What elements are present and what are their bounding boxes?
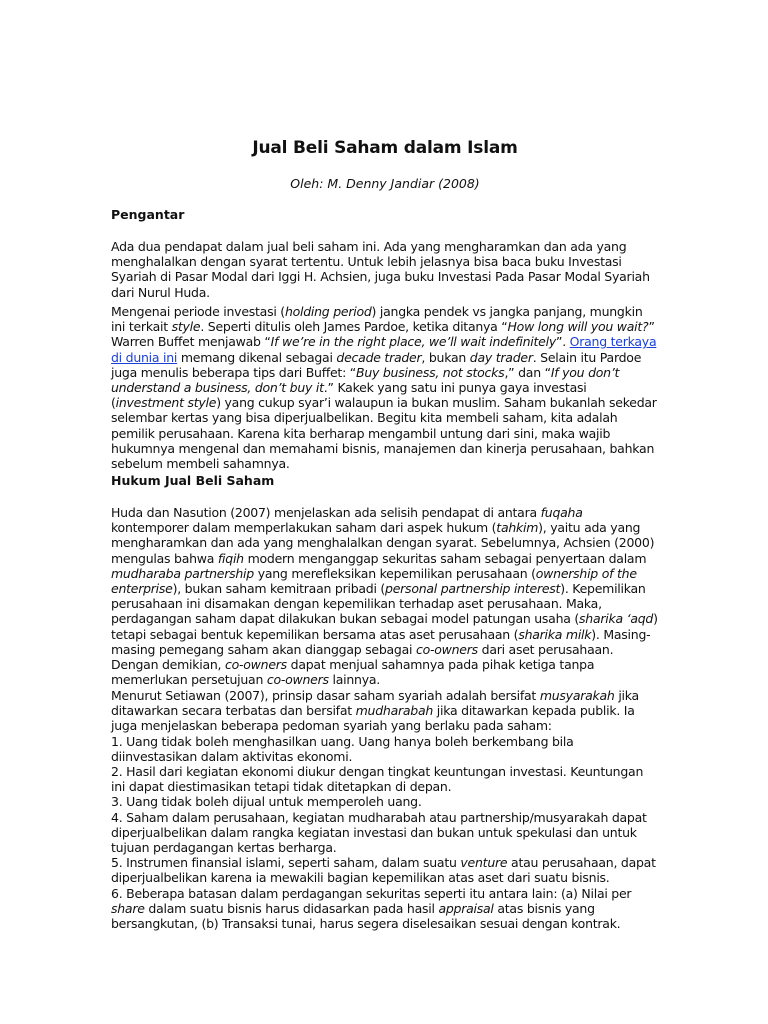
text-run: . Seperti ditulis oleh James Pardoe, ketika ditanya “ <box>200 319 508 335</box>
section-heading-pengantar: Pengantar <box>111 207 185 222</box>
text-run: , bukan <box>421 349 470 365</box>
italic-text: investment style <box>115 395 217 411</box>
text-run: yang merefleksikan kepemilikan perusahaan ( <box>253 565 536 581</box>
italic-text: How long will you wait? <box>507 319 649 335</box>
text-run: lainnya. <box>328 672 380 688</box>
italic-text: co-owners <box>266 672 329 688</box>
section-heading-hukum: Hukum Jual Beli Saham <box>111 473 275 488</box>
text-run: kontemporer dalam memperlakukan saham dari aspek hukum ( <box>111 520 497 536</box>
italic-text: venture <box>460 855 508 871</box>
italic-text: day trader <box>469 349 533 365</box>
italic-text: style <box>171 319 201 335</box>
text-run: jika ditawarkan secara terbatas dan bersifat <box>111 688 639 719</box>
italic-text: appraisal <box>438 900 494 916</box>
list-item: 1. Uang tidak boleh menghasilkan uang. Uang hanya boleh berkembang bila diinvestasikan dalam aktivitas ekonomi. <box>111 733 574 764</box>
italic-text: co-owners <box>225 657 287 673</box>
document-title: Jual Beli Saham dalam Islam <box>252 138 518 158</box>
italic-text: tahkim <box>496 520 539 536</box>
italic-text: personal partnership interest <box>385 581 561 597</box>
text-run: dari aset perusahaan. Dengan demikian, <box>111 641 614 673</box>
italic-text: fuqaha <box>540 505 583 520</box>
italic-text: Buy business, not stocks <box>356 364 505 380</box>
text-run: jika ditawarkan kepada publik. Ia juga menjelaskan beberapa pedoman syariah yang berlaku pada saham: <box>111 703 635 734</box>
list-item: 5. Instrumen finansial islami, seperti saham, dalam suatu <box>111 855 461 871</box>
italic-text: musyarakah <box>539 688 615 703</box>
italic-text: decade trader <box>336 349 422 365</box>
text-run: ), yaitu ada yang mengharamkan dan ada yang menghalalkan dengan syarat. Sebelumnya, Achsien (2000) mengulas bahwa <box>111 520 655 566</box>
italic-text: share <box>111 900 145 916</box>
paragraph-holding-period <box>111 304 659 471</box>
text-run: .” Kakek yang satu ini punya gaya investasi ( <box>111 380 587 411</box>
italic-text: If we’re in the right place, we’ll wait indefinitely <box>270 334 556 350</box>
document-byline: Oleh: M. Denny Jandiar (2008) <box>290 176 480 191</box>
text-run: ) yang cukup syar’i walaupun ia bukan muslim. Saham bukanlah sekedar selembar kertas yang bisa diperjualbelikan. Begitu kita membeli saham, kita adalah pemilik perusahaan. Karena kita berharap mengambil untung dari sini, maka wajib hukumnya mengenal dan memahami bisnis, manajemen dan kinerja perusahaan, bahkan sebelum membeli sahamnya. <box>111 395 657 472</box>
text-run: Menurut Setiawan (2007), prinsip dasar saham syariah adalah bersifat <box>111 688 540 703</box>
text-run: ) tetapi sebagai bentuk kepemilikan bersama atas aset perusahaan ( <box>111 611 658 642</box>
italic-text: mudharabah <box>355 703 434 719</box>
text-run: ). Kepemilikan perusahaan ini disamakan dengan kepemilikan terhadap aset perusahaan. Maka, perdagangan saham dapat dilakukan bukan sebagai model patungan usaha ( <box>111 581 646 627</box>
richest-man-link[interactable]: Orang terkaya di dunia ini <box>111 334 657 365</box>
text-run: Huda dan Nasution (2007) menjelaskan ada selisih pendapat di antara <box>111 505 541 520</box>
text-run: ,” dan “ <box>504 364 551 380</box>
text-run: memang dikenal sebagai <box>177 349 337 365</box>
text-run: dalam suatu bisnis harus didasarkan pada hasil <box>144 900 439 916</box>
list-item: 3. Uang tidak boleh dijual untuk memperoleh uang. <box>111 794 422 810</box>
italic-text: ownership of the enterprise <box>111 565 637 597</box>
list-item: 4. Saham dalam perusahaan, kegiatan mudharabah atau partnership/musyarakah dapat diperjualbelikan dalam rangka kegiatan investasi dan bukan untuk spekulasi dan untuk tujuan perdagangan kertas berharga. <box>111 809 647 856</box>
text-run: atas bisnis yang bersangkutan, (b) Transaksi tunai, harus segera diselesaikan sesuai dengan kontrak. <box>111 900 621 932</box>
text-run: modern menganggap sekuritas saham sebagai penyertaan dalam <box>243 550 647 566</box>
text-run: ). Masing-masing pemegang saham akan dianggap sebagai <box>111 626 651 657</box>
text-run: ) jangka pendek vs jangka panjang, mungkin ini terkait <box>111 304 643 335</box>
list-item: 6. Beberapa batasan dalam perdagangan sekuritas seperti itu antara lain: (a) Nilai per <box>111 885 632 901</box>
text-run: atau perusahaan, dapat diperjualbelikan karena ia mewakili bagian kepemilikan atas aset dari suatu bisnis. <box>111 855 656 886</box>
list-item: 2. Hasil dari kegiatan ekonomi diukur dengan tingkat keuntungan investasi. Keuntungan ini dapat diestimasikan tetapi tidak ditetapkan di depan. <box>111 764 644 795</box>
italic-text: sharika milk <box>518 626 592 642</box>
text-run: Mengenai periode investasi ( <box>111 304 285 319</box>
italic-text: sharika ‘aqd <box>579 611 654 627</box>
italic-text: holding period <box>284 304 372 319</box>
paragraph-setiawan <box>111 688 659 931</box>
text-run: ” Warren Buffet menjawab “ <box>111 319 655 350</box>
text-run: ), bukan saham kemitraan pribadi ( <box>172 581 386 597</box>
italic-text: mudharaba partnership <box>111 565 254 581</box>
text-run: . Selain itu Pardoe juga menulis beberapa tips dari Buffet: “ <box>111 349 642 380</box>
text-run: ”. <box>555 334 570 350</box>
italic-text: co-owners <box>415 641 478 657</box>
paragraph-hukum <box>111 505 659 687</box>
paragraph-intro: Ada dua pendapat dalam jual beli saham ini. Ada yang mengharamkan dan ada yang menghalalkan dengan syarat tertentu. Untuk lebih jelasnya bisa baca buku Investasi Syariah di Pasar Modal dari Iggi H. Achsien, juga buku Investasi Pada Pasar Modal Syariah dari Nurul Huda. <box>111 239 650 300</box>
italic-text: fiqih <box>217 550 244 566</box>
text-run: dapat menjual sahamnya pada pihak ketiga tanpa memerlukan persetujuan <box>111 657 595 688</box>
italic-text: If you don’t understand a business, don’t buy it <box>111 364 620 396</box>
